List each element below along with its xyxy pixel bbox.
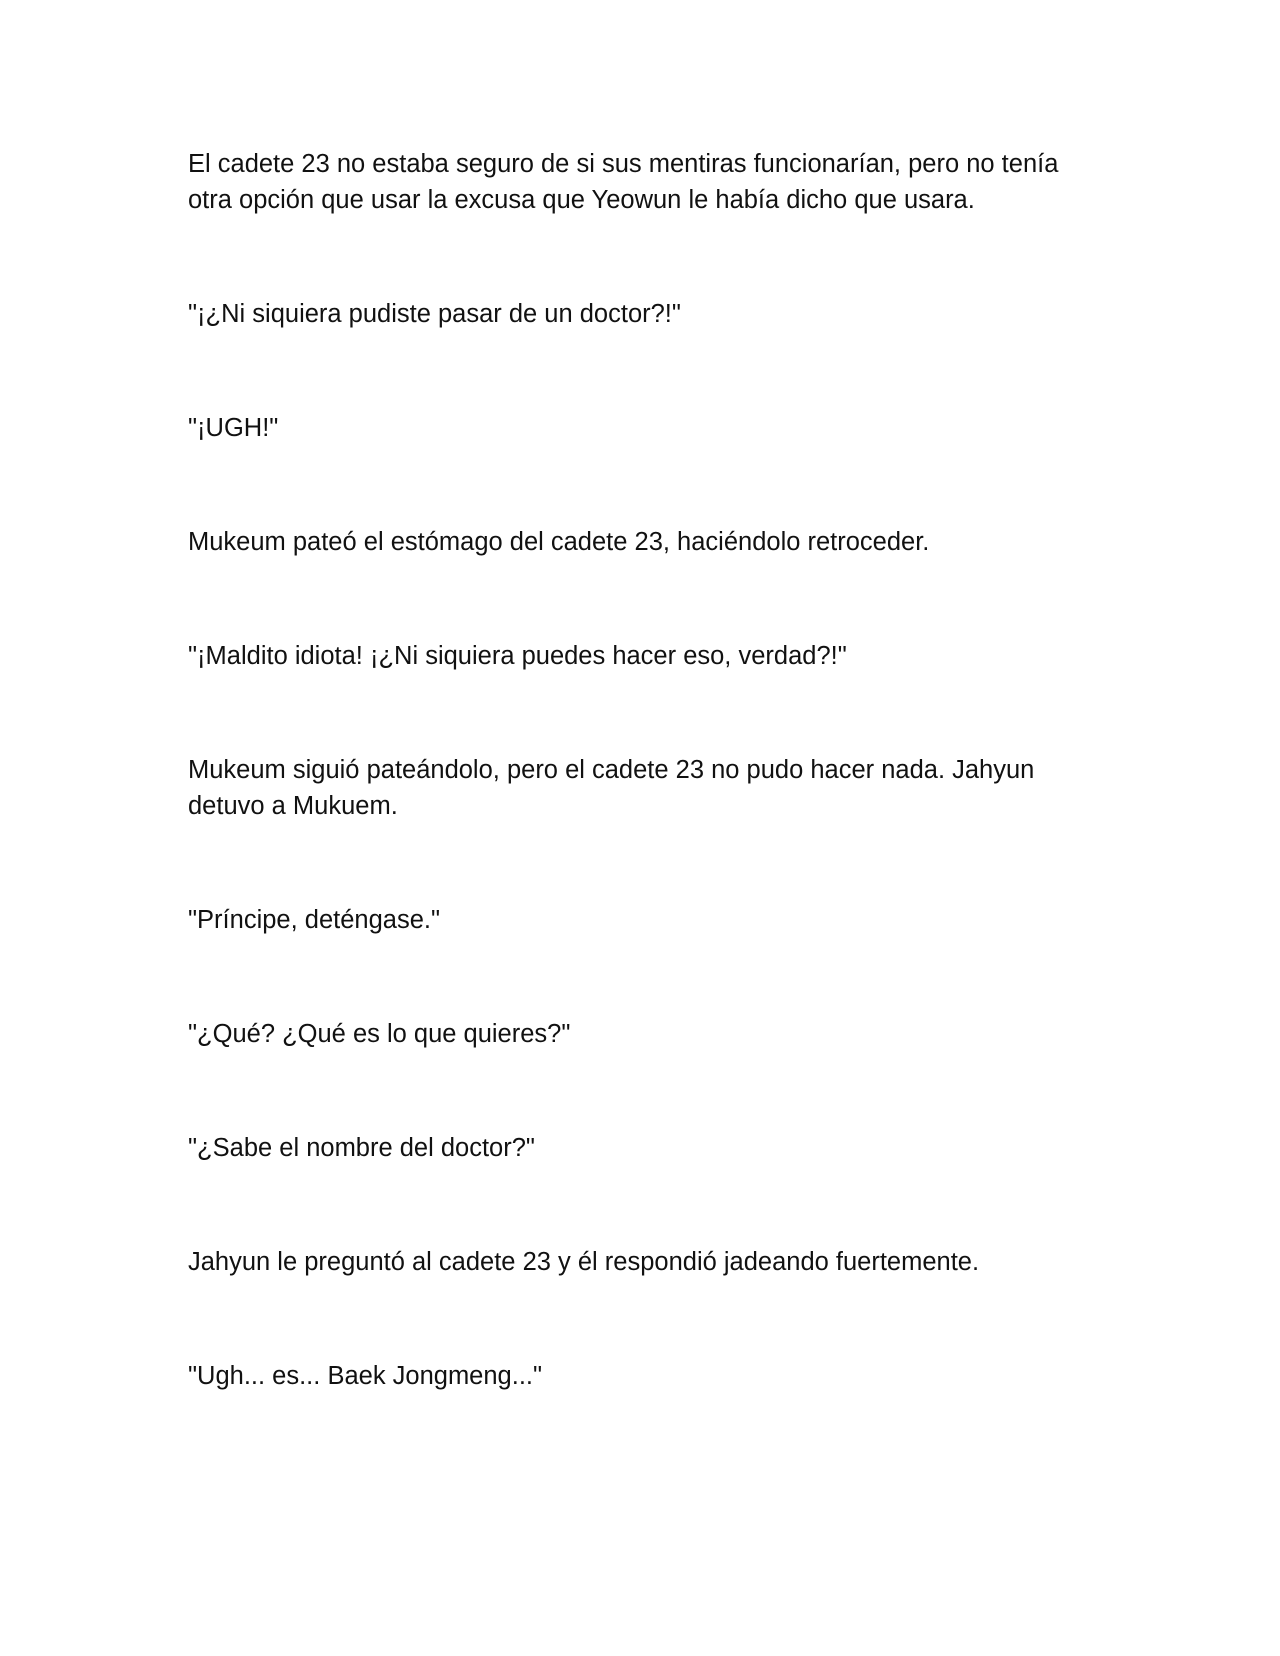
paragraph-7: "Príncipe, deténgase."	[188, 906, 441, 934]
paragraph-11: "Ugh... es... Baek Jongmeng..."	[188, 1362, 543, 1390]
paragraph-5: "¡Maldito idiota! ¡¿Ni siquiera puedes hacer eso, verdad?!"	[188, 642, 847, 670]
paragraph-1: El cadete 23 no estaba seguro de si sus mentiras funcionarían, pero no tenía otra opción que usar la excusa que Yeowun le había dicho que usara.	[188, 150, 1059, 214]
document-body	[188, 146, 1108, 1394]
paragraph-6: Mukeum siguió pateándolo, pero el cadete 23 no pudo hacer nada. Jahyun detuvo a Mukuem.	[188, 756, 1035, 820]
paragraph-10: Jahyun le preguntó al cadete 23 y él respondió jadeando fuertemente.	[188, 1248, 980, 1276]
paragraph-2: "¡¿Ni siquiera pudiste pasar de un doctor?!"	[188, 300, 681, 328]
paragraph-4: Mukeum pateó el estómago del cadete 23, haciéndolo retroceder.	[188, 528, 930, 556]
paragraph-9: "¿Sabe el nombre del doctor?"	[188, 1134, 535, 1162]
paragraph-3: "¡UGH!"	[188, 414, 279, 442]
paragraph-8: "¿Qué? ¿Qué es lo que quieres?"	[188, 1020, 571, 1048]
